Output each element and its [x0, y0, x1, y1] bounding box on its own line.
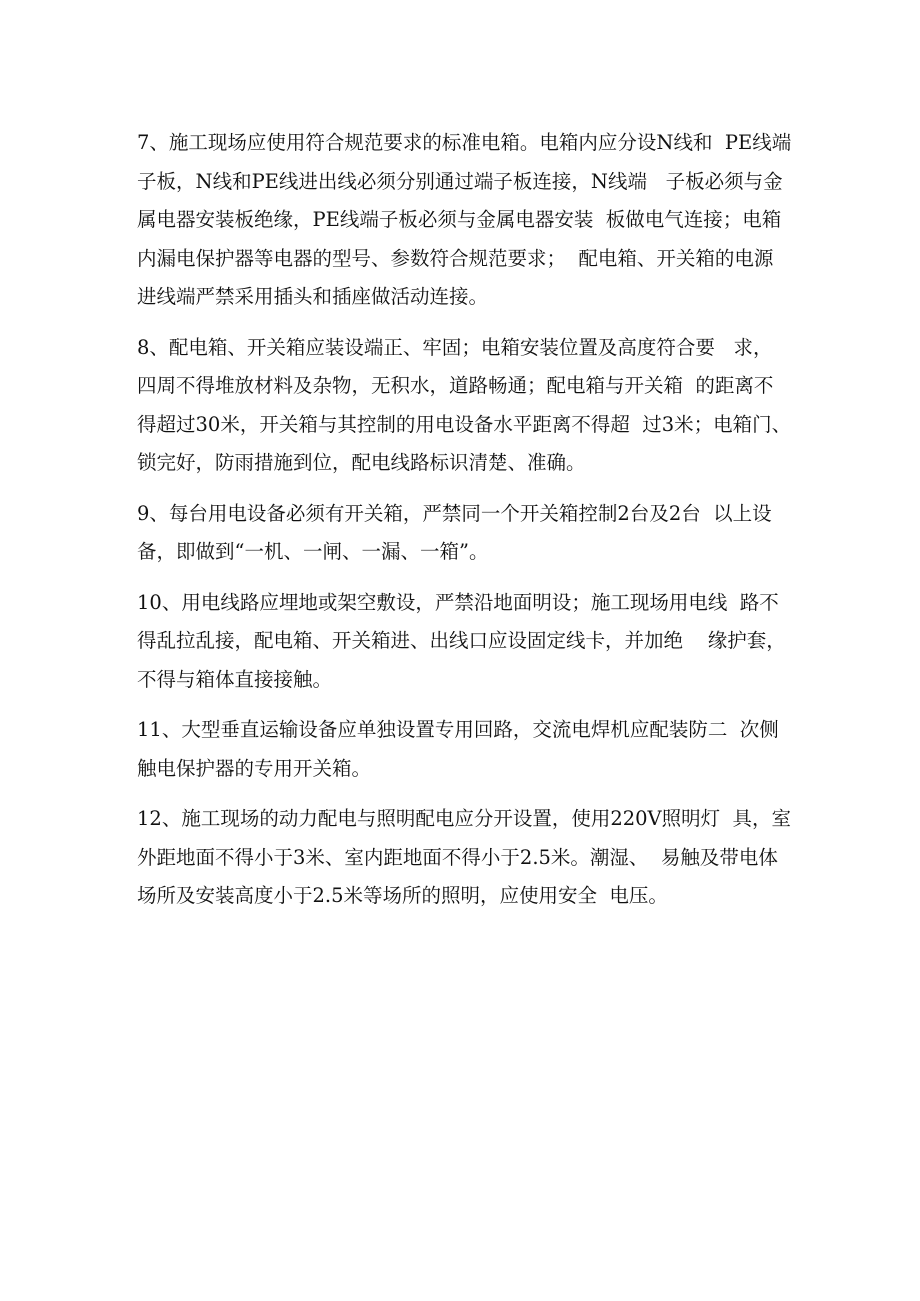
paragraph-9: [137, 495, 797, 572]
paragraph-11: [137, 711, 797, 788]
paragraph-12: [137, 800, 797, 916]
document-body: [137, 124, 797, 928]
paragraph-7: [137, 124, 797, 317]
text-line: 四周不得堆放材料及杂物，无积水，道路畅通；配电箱与开关箱 的距离不: [137, 374, 774, 397]
text-line: 8、配电箱、开关箱应装设端正、牢固；电箱安装位置及高度符合要 求，: [137, 335, 773, 359]
text-line: 不得与箱体直接接触。: [137, 667, 333, 691]
paragraph-10: [137, 584, 797, 700]
text-line: 锁完好，防雨措施到位，配电线路标识清楚、准确。: [137, 451, 586, 474]
paragraph-8: [137, 329, 797, 483]
text-line: 11、大型垂直运输设备应单独设置专用回路，交流电焊机应配装防二 次侧: [137, 718, 779, 741]
text-line: 10、用电线路应埋地或架空敷设，严禁沿地面明设；施工现场用电线 路不: [137, 590, 779, 614]
text-line: 内漏电保护器等电器的型号、参数符合规范要求； 配电箱、开关箱的电源: [137, 246, 774, 270]
text-line: 得超过30米，开关箱与其控制的用电设备水平距离不得超 过3米；电箱门、: [137, 412, 792, 436]
text-line: 触电保护器的专用开关箱。: [137, 756, 372, 780]
text-line: 12、施工现场的动力配电与照明配电应分开设置，使用220V照明灯 具，室: [137, 807, 792, 830]
text-line: 备，即做到“一机、一闸、一漏、一箱”。: [137, 540, 489, 563]
text-line: 子板，N线和PE线进出线必须分别通过端子板连接，N线端 子板必须与金: [137, 169, 783, 193]
text-line: 进线端严禁采用插头和插座做活动连接。: [137, 285, 489, 308]
text-line: 9、每台用电设备必须有开关箱，严禁同一个开关箱控制2台及2台 以上设: [137, 501, 772, 525]
text-line: 场所及安装高度小于2.5米等场所的照明，应使用安全 电压。: [137, 884, 668, 907]
text-line: 7、施工现场应使用符合规范要求的标准电箱。电箱内应分设N线和 PE线端: [137, 131, 792, 154]
text-line: 属电器安装板绝缘，PE线端子板必须与金属电器安装 板做电气连接；电箱: [137, 208, 782, 231]
text-line: 得乱拉乱接，配电箱、开关箱进、出线口应设固定线卡，并加绝 缘护套，: [137, 629, 786, 652]
text-line: 外距地面不得小于3米、室内距地面不得小于2.5米。潮湿、 易触及带电体: [137, 845, 778, 869]
